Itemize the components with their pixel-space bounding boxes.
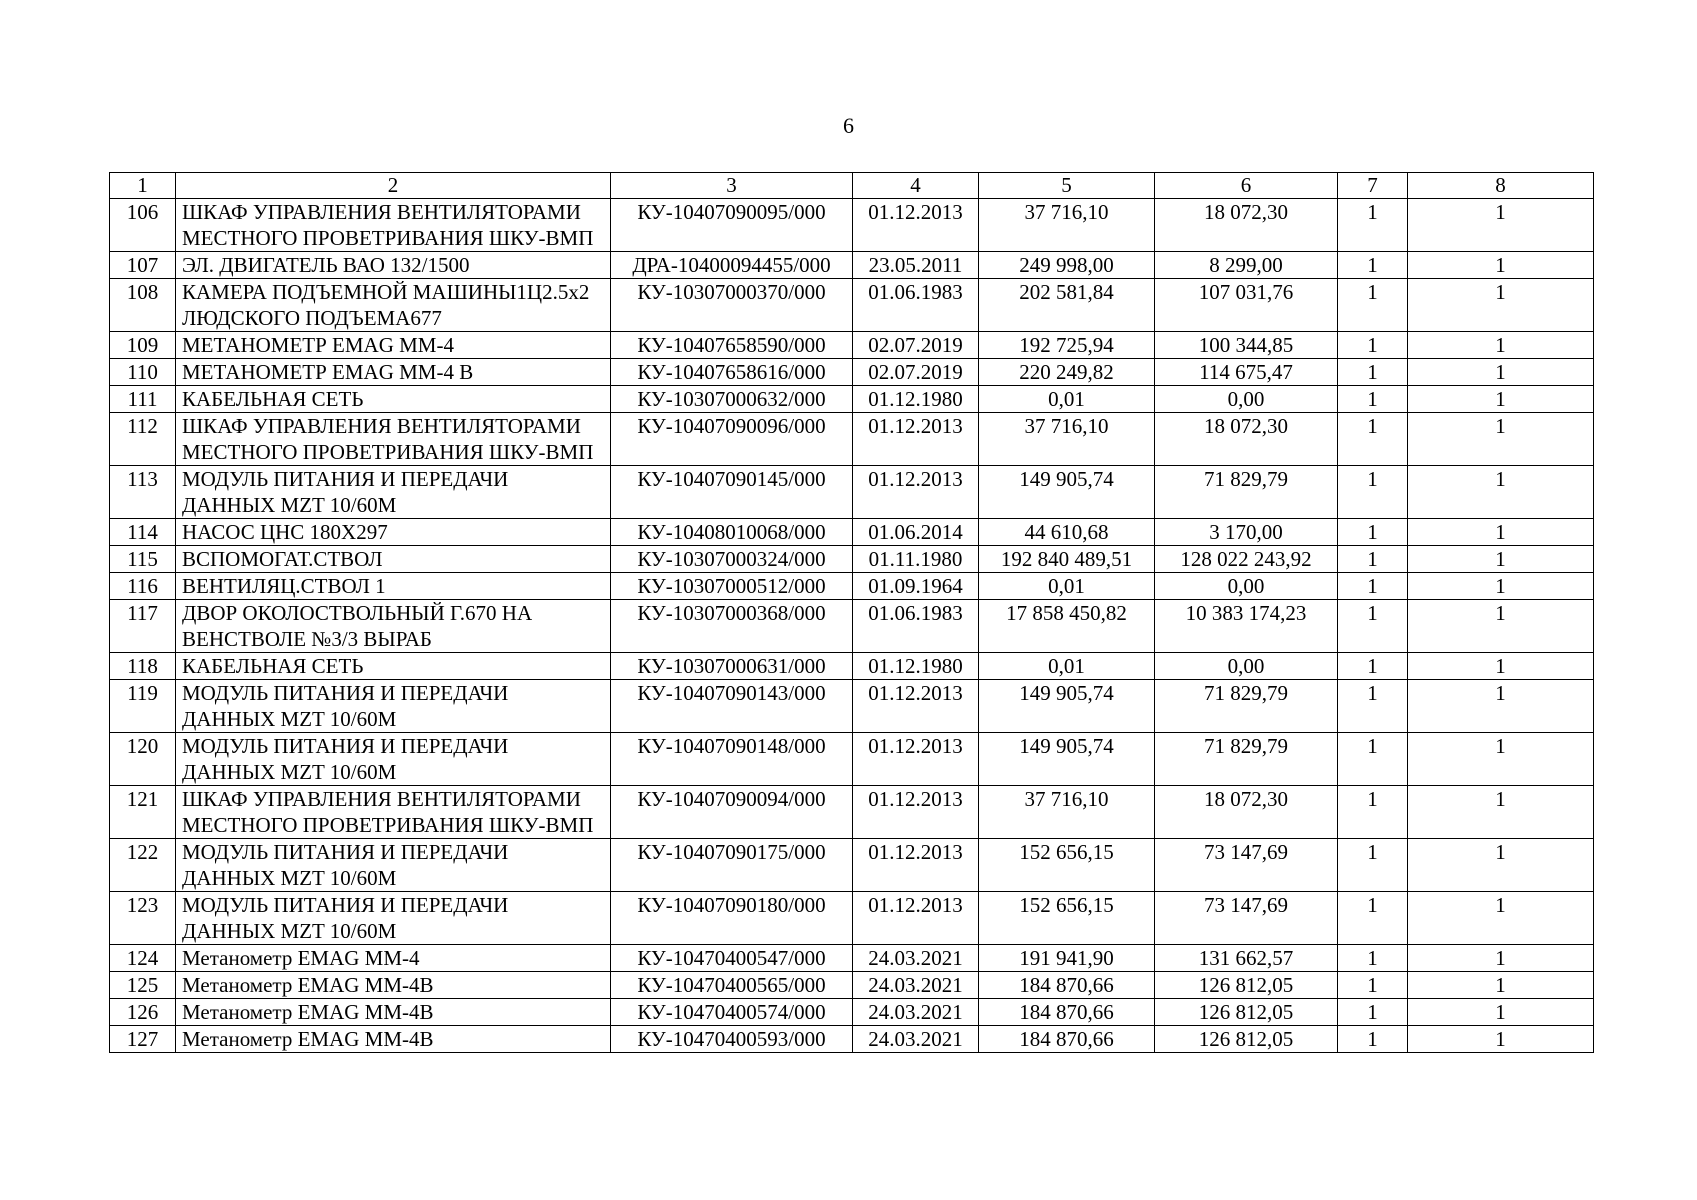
column-8-cell: 1	[1408, 519, 1594, 546]
row-number-cell: 123	[110, 892, 176, 945]
column-7-cell: 1	[1338, 733, 1408, 786]
residual-value-cell: 8 299,00	[1155, 252, 1338, 279]
column-7-cell: 1	[1338, 999, 1408, 1026]
table-row	[110, 199, 1594, 252]
inventory-number-cell: КУ-10307000370/000	[611, 279, 853, 332]
table-row	[110, 600, 1594, 653]
column-8-cell: 1	[1408, 359, 1594, 386]
cost-cell: 17 858 450,82	[979, 600, 1155, 653]
residual-value-cell: 126 812,05	[1155, 1026, 1338, 1053]
item-name-cell: Метанометр EMAG MM-4B	[176, 999, 611, 1026]
residual-value-cell: 128 022 243,92	[1155, 546, 1338, 573]
item-name-cell: НАСОС ЦНС 180Х297	[176, 519, 611, 546]
table-row	[110, 945, 1594, 972]
column-7-cell: 1	[1338, 786, 1408, 839]
row-number-cell: 117	[110, 600, 176, 653]
date-cell: 01.11.1980	[853, 546, 979, 573]
column-8-cell: 1	[1408, 653, 1594, 680]
item-name-cell: ЭЛ. ДВИГАТЕЛЬ ВАО 132/1500	[176, 252, 611, 279]
cost-cell: 152 656,15	[979, 839, 1155, 892]
inventory-number-cell: КУ-10307000512/000	[611, 573, 853, 600]
column-8-cell: 1	[1408, 546, 1594, 573]
inventory-number-cell: КУ-10307000368/000	[611, 600, 853, 653]
column-7-cell: 1	[1338, 466, 1408, 519]
table-row	[110, 999, 1594, 1026]
date-cell: 01.12.2013	[853, 413, 979, 466]
inventory-number-cell: КУ-10407090180/000	[611, 892, 853, 945]
column-7-cell: 1	[1338, 600, 1408, 653]
row-number-cell: 109	[110, 332, 176, 359]
row-number-cell: 107	[110, 252, 176, 279]
table-body	[110, 199, 1594, 1053]
date-cell: 01.12.2013	[853, 892, 979, 945]
column-7-cell: 1	[1338, 546, 1408, 573]
row-number-cell: 118	[110, 653, 176, 680]
item-name-cell: Метанометр EMAG MM-4B	[176, 1026, 611, 1053]
date-cell: 02.07.2019	[853, 332, 979, 359]
inventory-number-cell: КУ-10307000632/000	[611, 386, 853, 413]
date-cell: 01.06.1983	[853, 600, 979, 653]
inventory-number-cell: КУ-10407090148/000	[611, 733, 853, 786]
column-8-cell: 1	[1408, 413, 1594, 466]
table-row	[110, 733, 1594, 786]
column-8-cell: 1	[1408, 466, 1594, 519]
header-cell: 8	[1408, 173, 1594, 199]
header-cell: 3	[611, 173, 853, 199]
residual-value-cell: 18 072,30	[1155, 786, 1338, 839]
column-7-cell: 1	[1338, 199, 1408, 252]
table-row	[110, 359, 1594, 386]
row-number-cell: 108	[110, 279, 176, 332]
table-row	[110, 546, 1594, 573]
row-number-cell: 106	[110, 199, 176, 252]
cost-cell: 202 581,84	[979, 279, 1155, 332]
inventory-number-cell: КУ-10407090145/000	[611, 466, 853, 519]
row-number-cell: 125	[110, 972, 176, 999]
inventory-number-cell: КУ-10470400565/000	[611, 972, 853, 999]
column-8-cell: 1	[1408, 786, 1594, 839]
residual-value-cell: 114 675,47	[1155, 359, 1338, 386]
date-cell: 01.06.2014	[853, 519, 979, 546]
table-row	[110, 279, 1594, 332]
cost-cell: 184 870,66	[979, 972, 1155, 999]
header-cell: 7	[1338, 173, 1408, 199]
item-name-cell: ДВОР ОКОЛОСТВОЛЬНЫЙ Г.670 НА ВЕНСТВОЛЕ №3/3 ВЫРАБ	[176, 600, 611, 653]
row-number-cell: 113	[110, 466, 176, 519]
date-cell: 02.07.2019	[853, 359, 979, 386]
cost-cell: 37 716,10	[979, 413, 1155, 466]
cost-cell: 0,01	[979, 573, 1155, 600]
inventory-number-cell: КУ-10407090095/000	[611, 199, 853, 252]
column-8-cell: 1	[1408, 972, 1594, 999]
table-row	[110, 680, 1594, 733]
date-cell: 24.03.2021	[853, 972, 979, 999]
inventory-number-cell: КУ-10407090096/000	[611, 413, 853, 466]
cost-cell: 152 656,15	[979, 892, 1155, 945]
residual-value-cell: 3 170,00	[1155, 519, 1338, 546]
date-cell: 01.12.2013	[853, 466, 979, 519]
residual-value-cell: 126 812,05	[1155, 999, 1338, 1026]
row-number-cell: 122	[110, 839, 176, 892]
row-number-cell: 112	[110, 413, 176, 466]
header-cell: 5	[979, 173, 1155, 199]
item-name-cell: КАБЕЛЬНАЯ СЕТЬ	[176, 386, 611, 413]
header-cell: 6	[1155, 173, 1338, 199]
table-row	[110, 519, 1594, 546]
cost-cell: 37 716,10	[979, 199, 1155, 252]
column-7-cell: 1	[1338, 519, 1408, 546]
column-7-cell: 1	[1338, 573, 1408, 600]
inventory-table	[109, 172, 1594, 1053]
residual-value-cell: 10 383 174,23	[1155, 600, 1338, 653]
date-cell: 24.03.2021	[853, 999, 979, 1026]
residual-value-cell: 107 031,76	[1155, 279, 1338, 332]
item-name-cell: МОДУЛЬ ПИТАНИЯ И ПЕРЕДАЧИ ДАННЫХ MZT 10/60M	[176, 466, 611, 519]
cost-cell: 191 941,90	[979, 945, 1155, 972]
item-name-cell: ВСПОМОГАТ.СТВОЛ	[176, 546, 611, 573]
column-8-cell: 1	[1408, 945, 1594, 972]
residual-value-cell: 100 344,85	[1155, 332, 1338, 359]
inventory-number-cell: КУ-10407658590/000	[611, 332, 853, 359]
column-7-cell: 1	[1338, 332, 1408, 359]
residual-value-cell: 71 829,79	[1155, 466, 1338, 519]
date-cell: 24.03.2021	[853, 945, 979, 972]
cost-cell: 184 870,66	[979, 1026, 1155, 1053]
cost-cell: 149 905,74	[979, 680, 1155, 733]
column-7-cell: 1	[1338, 839, 1408, 892]
column-8-cell: 1	[1408, 573, 1594, 600]
item-name-cell: МОДУЛЬ ПИТАНИЯ И ПЕРЕДАЧИ ДАННЫХ MZT 10/60M	[176, 839, 611, 892]
date-cell: 01.12.1980	[853, 386, 979, 413]
column-7-cell: 1	[1338, 945, 1408, 972]
cost-cell: 0,01	[979, 386, 1155, 413]
row-number-cell: 120	[110, 733, 176, 786]
date-cell: 23.05.2011	[853, 252, 979, 279]
residual-value-cell: 18 072,30	[1155, 413, 1338, 466]
residual-value-cell: 71 829,79	[1155, 733, 1338, 786]
column-7-cell: 1	[1338, 972, 1408, 999]
date-cell: 24.03.2021	[853, 1026, 979, 1053]
column-7-cell: 1	[1338, 386, 1408, 413]
table-row	[110, 332, 1594, 359]
cost-cell: 37 716,10	[979, 786, 1155, 839]
inventory-number-cell: КУ-10407090175/000	[611, 839, 853, 892]
column-8-cell: 1	[1408, 1026, 1594, 1053]
cost-cell: 44 610,68	[979, 519, 1155, 546]
row-number-cell: 126	[110, 999, 176, 1026]
table-row	[110, 386, 1594, 413]
inventory-number-cell: КУ-10470400547/000	[611, 945, 853, 972]
column-8-cell: 1	[1408, 386, 1594, 413]
row-number-cell: 119	[110, 680, 176, 733]
column-7-cell: 1	[1338, 359, 1408, 386]
column-8-cell: 1	[1408, 892, 1594, 945]
cost-cell: 192 725,94	[979, 332, 1155, 359]
date-cell: 01.09.1964	[853, 573, 979, 600]
inventory-number-cell: КУ-10470400593/000	[611, 1026, 853, 1053]
item-name-cell: МОДУЛЬ ПИТАНИЯ И ПЕРЕДАЧИ ДАННЫХ MZT 10/60M	[176, 892, 611, 945]
date-cell: 01.12.2013	[853, 680, 979, 733]
inventory-number-cell: КУ-10407658616/000	[611, 359, 853, 386]
row-number-cell: 110	[110, 359, 176, 386]
date-cell: 01.12.1980	[853, 653, 979, 680]
cost-cell: 220 249,82	[979, 359, 1155, 386]
header-cell: 4	[853, 173, 979, 199]
item-name-cell: КАМЕРА ПОДЪЕМНОЙ МАШИНЫ1Ц2.5х2 ЛЮДСКОГО ПОДЪЕМА677	[176, 279, 611, 332]
row-number-cell: 115	[110, 546, 176, 573]
column-8-cell: 1	[1408, 600, 1594, 653]
column-7-cell: 1	[1338, 279, 1408, 332]
table-row	[110, 413, 1594, 466]
column-8-cell: 1	[1408, 199, 1594, 252]
date-cell: 01.12.2013	[853, 733, 979, 786]
inventory-number-cell: КУ-10307000324/000	[611, 546, 853, 573]
column-8-cell: 1	[1408, 279, 1594, 332]
column-7-cell: 1	[1338, 1026, 1408, 1053]
item-name-cell: Метанометр EMAG MM-4	[176, 945, 611, 972]
date-cell: 01.12.2013	[853, 839, 979, 892]
cost-cell: 149 905,74	[979, 733, 1155, 786]
item-name-cell: КАБЕЛЬНАЯ СЕТЬ	[176, 653, 611, 680]
table-row	[110, 1026, 1594, 1053]
column-7-cell: 1	[1338, 680, 1408, 733]
header-row	[110, 173, 1594, 199]
item-name-cell: ШКАФ УПРАВЛЕНИЯ ВЕНТИЛЯТОРАМИ МЕСТНОГО ПРОВЕТРИВАНИЯ ШКУ-ВМП	[176, 199, 611, 252]
cost-cell: 0,01	[979, 653, 1155, 680]
inventory-number-cell: КУ-10407090143/000	[611, 680, 853, 733]
residual-value-cell: 71 829,79	[1155, 680, 1338, 733]
inventory-number-cell: КУ-10407090094/000	[611, 786, 853, 839]
cost-cell: 192 840 489,51	[979, 546, 1155, 573]
column-7-cell: 1	[1338, 413, 1408, 466]
date-cell: 01.12.2013	[853, 786, 979, 839]
residual-value-cell: 18 072,30	[1155, 199, 1338, 252]
header-cell: 1	[110, 173, 176, 199]
header-cell: 2	[176, 173, 611, 199]
item-name-cell: Метанометр EMAG MM-4B	[176, 972, 611, 999]
column-8-cell: 1	[1408, 332, 1594, 359]
table-row	[110, 972, 1594, 999]
row-number-cell: 111	[110, 386, 176, 413]
item-name-cell: ШКАФ УПРАВЛЕНИЯ ВЕНТИЛЯТОРАМИ МЕСТНОГО ПРОВЕТРИВАНИЯ ШКУ-ВМП	[176, 786, 611, 839]
item-name-cell: МЕТАНОМЕТР EMAG MM-4	[176, 332, 611, 359]
table-row	[110, 573, 1594, 600]
inventory-number-cell: КУ-10408010068/000	[611, 519, 853, 546]
inventory-number-cell: ДРА-10400094455/000	[611, 252, 853, 279]
table-row	[110, 786, 1594, 839]
table-row	[110, 466, 1594, 519]
residual-value-cell: 73 147,69	[1155, 892, 1338, 945]
item-name-cell: МОДУЛЬ ПИТАНИЯ И ПЕРЕДАЧИ ДАННЫХ MZT 10/60M	[176, 733, 611, 786]
table-row	[110, 839, 1594, 892]
row-number-cell: 121	[110, 786, 176, 839]
column-8-cell: 1	[1408, 733, 1594, 786]
row-number-cell: 127	[110, 1026, 176, 1053]
residual-value-cell: 131 662,57	[1155, 945, 1338, 972]
table-header	[110, 173, 1594, 199]
page-number: 6	[843, 113, 854, 138]
item-name-cell: ВЕНТИЛЯЦ.СТВОЛ 1	[176, 573, 611, 600]
residual-value-cell: 73 147,69	[1155, 839, 1338, 892]
column-7-cell: 1	[1338, 892, 1408, 945]
item-name-cell: ШКАФ УПРАВЛЕНИЯ ВЕНТИЛЯТОРАМИ МЕСТНОГО ПРОВЕТРИВАНИЯ ШКУ-ВМП	[176, 413, 611, 466]
residual-value-cell: 0,00	[1155, 653, 1338, 680]
cost-cell: 184 870,66	[979, 999, 1155, 1026]
item-name-cell: МЕТАНОМЕТР EMAG MM-4 В	[176, 359, 611, 386]
column-7-cell: 1	[1338, 252, 1408, 279]
table-row	[110, 892, 1594, 945]
column-8-cell: 1	[1408, 839, 1594, 892]
item-name-cell: МОДУЛЬ ПИТАНИЯ И ПЕРЕДАЧИ ДАННЫХ MZT 10/60M	[176, 680, 611, 733]
table-row	[110, 653, 1594, 680]
cost-cell: 149 905,74	[979, 466, 1155, 519]
row-number-cell: 114	[110, 519, 176, 546]
residual-value-cell: 126 812,05	[1155, 972, 1338, 999]
column-8-cell: 1	[1408, 680, 1594, 733]
inventory-number-cell: КУ-10307000631/000	[611, 653, 853, 680]
row-number-cell: 116	[110, 573, 176, 600]
cost-cell: 249 998,00	[979, 252, 1155, 279]
row-number-cell: 124	[110, 945, 176, 972]
inventory-number-cell: КУ-10470400574/000	[611, 999, 853, 1026]
column-8-cell: 1	[1408, 999, 1594, 1026]
residual-value-cell: 0,00	[1155, 573, 1338, 600]
residual-value-cell: 0,00	[1155, 386, 1338, 413]
column-7-cell: 1	[1338, 653, 1408, 680]
table-row	[110, 252, 1594, 279]
date-cell: 01.12.2013	[853, 199, 979, 252]
date-cell: 01.06.1983	[853, 279, 979, 332]
column-8-cell: 1	[1408, 252, 1594, 279]
